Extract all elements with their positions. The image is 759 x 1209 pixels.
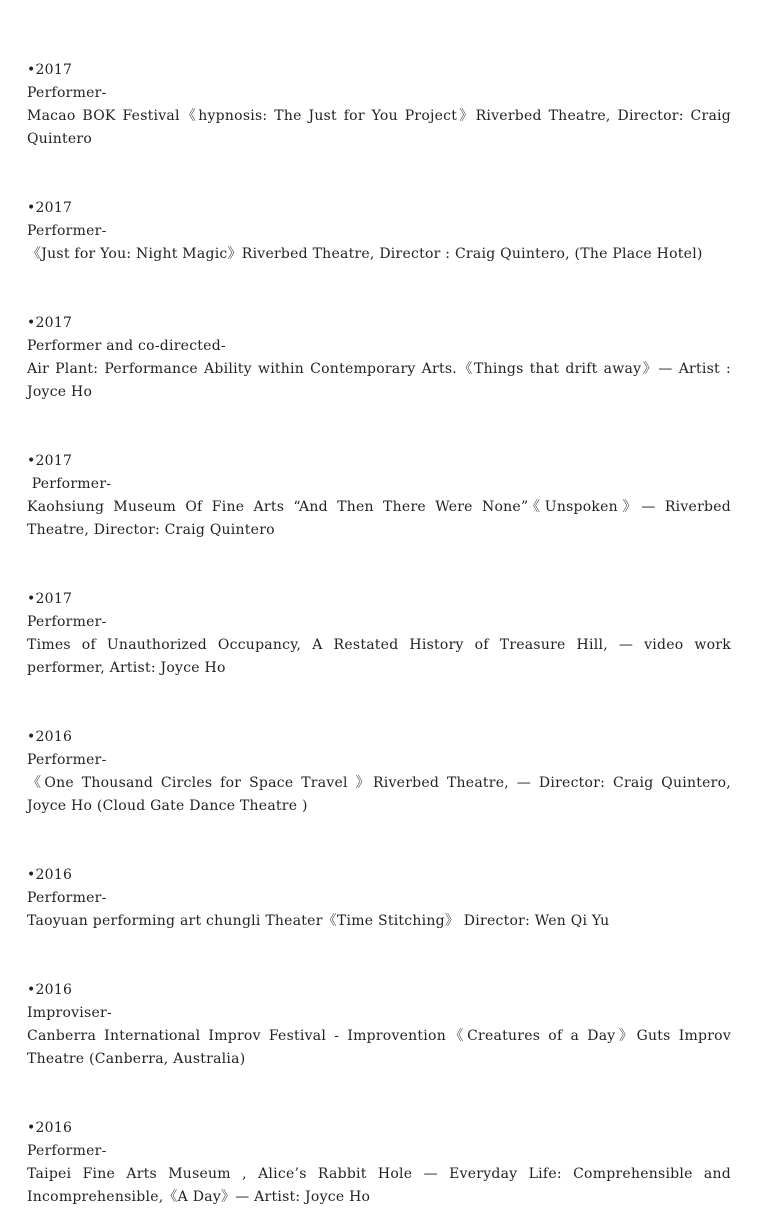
entry-role: Performer- (27, 614, 107, 630)
entry-description: Times of Unauthorized Occupancy, A Restated History of Treasure Hill, — video work performer, Artist: Joyce Ho (27, 637, 731, 676)
entry-6 (27, 726, 731, 818)
entry-year: •2017 (27, 200, 73, 216)
entry-role: Performer and co-directed- (27, 338, 226, 354)
entry-year: •2016 (27, 867, 73, 883)
entry-year: •2017 (27, 315, 73, 331)
entry-role: Performer- (27, 476, 112, 492)
entry-description: Air Plant: Performance Ability within Contemporary Arts.《Things that drift away》— Artist : Joyce Ho (27, 361, 731, 400)
entry-description: Kaohsiung Museum Of Fine Arts “And Then There Were None”《Unspoken》— Riverbed Theatre, Director: Craig Quintero (27, 499, 731, 538)
entry-role: Performer- (27, 890, 107, 906)
entry-description: 《One Thousand Circles for Space Travel 》Riverbed Theatre, — Director: Craig Quintero, Joyce Ho (Cloud Gate Dance Theatre ) (27, 775, 731, 814)
entry-description: Taipei Fine Arts Museum , Alice’s Rabbit Hole — Everyday Life: Comprehensible and Incomprehensible,《A Day》— Artist: Joyce Ho (27, 1166, 731, 1205)
entry-7 (27, 864, 731, 933)
entry-year: •2016 (27, 982, 73, 998)
entry-8 (27, 979, 731, 1071)
entry-role: Performer- (27, 1143, 107, 1159)
entry-year: •2016 (27, 1120, 73, 1136)
entry-description: Taoyuan performing art chungli Theater《Time Stitching》 Director: Wen Qi Yu (27, 913, 610, 929)
entry-year: •2017 (27, 62, 73, 78)
entry-4 (27, 450, 731, 542)
entry-year: •2016 (27, 729, 73, 745)
entry-year: •2017 (27, 453, 73, 469)
entry-3 (27, 312, 731, 404)
entry-2 (27, 197, 731, 266)
entry-role: Performer- (27, 752, 107, 768)
entry-role: Performer- (27, 85, 107, 101)
entry-role: Performer- (27, 223, 107, 239)
entry-description: 《Just for You: Night Magic》Riverbed Theatre, Director : Craig Quintero, (The Place Hotel) (27, 246, 703, 262)
entry-description: Canberra International Improv Festival - Improvention《Creatures of a Day》Guts Improv Theatre (Canberra, Australia) (27, 1028, 731, 1067)
entry-1 (27, 59, 731, 151)
entry-5 (27, 588, 731, 680)
entry-year: •2017 (27, 591, 73, 607)
entry-role: Improviser- (27, 1005, 112, 1021)
entry-description: Macao BOK Festival《hypnosis: The Just for You Project》Riverbed Theatre, Director: Craig Quintero (27, 108, 731, 147)
entry-9 (27, 1117, 731, 1209)
